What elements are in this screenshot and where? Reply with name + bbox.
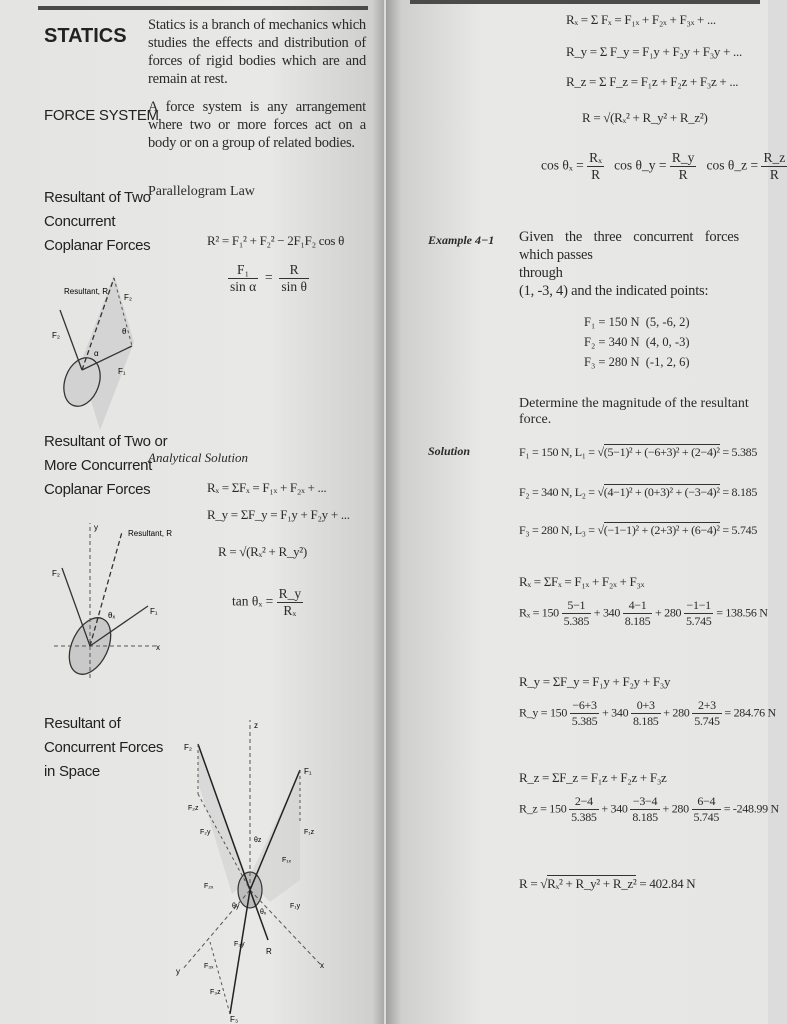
f3z-label: F₃z <box>210 989 221 996</box>
theta-label: θ <box>122 327 127 336</box>
fraction-numerator: R_y <box>278 586 302 601</box>
force-f2-arrow <box>198 744 250 890</box>
heading-line: in Space <box>44 763 100 780</box>
ry-computation <box>519 698 776 729</box>
radicand: (5−1)² + (−6+3)² + (2−4)² <box>603 445 720 459</box>
eq-term: + 340 <box>602 705 629 720</box>
eq-term: + 280 <box>663 705 690 720</box>
fraction-denominator: R <box>678 167 688 182</box>
given-force-row <box>584 352 690 372</box>
fraction-denominator: 5.745 <box>685 614 712 628</box>
header-rule <box>410 0 760 4</box>
left-page <box>0 0 384 1024</box>
heading-line: Coplanar Forces <box>44 237 151 254</box>
f2y-label: F₂y <box>200 829 211 836</box>
z-axis-label: z <box>254 721 258 730</box>
ry-sum-equation: R_y = Σ F_y = F₁y + F₂y + F₃y + ... <box>566 44 742 59</box>
given-force-row <box>584 312 690 332</box>
f2-label: F₂ <box>124 293 132 302</box>
given-forces-list <box>584 312 690 372</box>
fraction-numerator: F₁ <box>228 262 258 279</box>
fraction-numerator: 2+3 <box>692 698 722 714</box>
f2x-label: F₂ₓ <box>204 883 214 890</box>
header-rule <box>38 6 368 10</box>
force-f2-arrow <box>60 310 82 370</box>
length-l2-equation: F₂ = 340 N, L₂ = √(4−1)² + (0+3)² + (−3−4)² = 8.185 <box>519 485 758 499</box>
fraction-denominator: 8.185 <box>632 714 659 728</box>
eq-lhs: F₃ = 280 N, L₃ = <box>519 523 595 537</box>
resultant-label: Resultant, R <box>64 287 109 296</box>
forces-in-space-figure <box>170 712 340 1024</box>
rx-component-header: Rₓ = ΣFₓ = F₁ₓ + F₂ₓ + F₃ₓ <box>519 574 645 589</box>
heading-line: Coplanar Forces <box>44 481 151 498</box>
f1y-label: F₁y <box>290 903 301 910</box>
fraction-numerator: 4−1 <box>623 598 653 614</box>
cos-lhs: cos θ_z = <box>706 157 759 173</box>
fraction-numerator: −6+3 <box>570 698 600 714</box>
fraction-numerator: −1−1 <box>684 598 714 614</box>
two-concurrent-heading <box>44 186 151 258</box>
final-resultant-equation: R = √Rₓ² + R_y² + R_z² = 402.84 N <box>519 876 696 891</box>
eq-result: = 284.76 N <box>724 705 776 720</box>
ry-component-header: R_y = ΣF_y = F₁y + F₂y + F₃y <box>519 674 671 689</box>
force-point: (4, 0, -3) <box>645 335 690 349</box>
radicand: (−1−1)² + (2+3)² + (6−4)² <box>603 523 720 537</box>
fraction-denominator: 5.385 <box>571 714 598 728</box>
f1-label: F₁ <box>118 367 126 376</box>
f2-label: F₂ <box>52 569 60 578</box>
eq-term: + 280 <box>662 801 689 816</box>
fraction-numerator: R_y <box>671 150 695 165</box>
rz-sum-equation: R_z = Σ F_z = F₁z + F₂z + F₃z + ... <box>566 74 739 89</box>
analytical-solution-label: Analytical Solution <box>148 450 249 465</box>
f1-label: F₁ <box>150 607 158 616</box>
fraction-denominator: 8.185 <box>624 614 651 628</box>
force-value: F₂ = 340 N <box>584 335 640 349</box>
alpha-label: α <box>94 349 99 358</box>
ry-sum-equation: R_y = ΣF_y = F₁y + F₂y + ... <box>207 507 350 522</box>
eq-lhs: R_z = 150 <box>519 801 567 816</box>
y-axis-label: y <box>94 523 98 532</box>
resultant-label: R <box>266 947 272 956</box>
f2-label: F₂ <box>184 743 192 752</box>
tan-lhs: tan θₓ = <box>232 593 274 609</box>
rx-sum-equation: Rₓ = Σ Fₓ = F₁ₓ + F₂ₓ + F₃ₓ + ... <box>566 12 716 27</box>
two-or-more-heading <box>44 430 167 502</box>
eq-result: = 138.56 N <box>716 605 768 620</box>
y-axis-label: y <box>176 967 180 976</box>
r-magnitude-equation: R = √(Rₓ² + R_y² + R_z²) <box>582 110 708 125</box>
eq-lhs: F₂ = 340 N, L₂ = <box>519 485 595 499</box>
concurrent-in-space-heading <box>44 712 163 784</box>
direction-cosines <box>541 150 787 183</box>
fraction-numerator: 6−4 <box>692 794 722 810</box>
rz-component-header: R_z = ΣF_z = F₁z + F₂z + F₃z <box>519 770 667 785</box>
force-point: (-1, 2, 6) <box>645 355 690 369</box>
rx-sum-equation: Rₓ = ΣFₓ = F₁ₓ + F₂ₓ + ... <box>207 480 327 495</box>
force-system-heading: FORCE SYSTEM <box>44 107 159 124</box>
r-magnitude-equation: R = √(Rₓ² + R_y²) <box>218 544 307 559</box>
eq-result: = 5.745 <box>722 523 758 537</box>
statics-heading: STATICS <box>44 25 127 47</box>
text-line: through <box>519 265 563 281</box>
x-axis <box>250 890 320 964</box>
eq-term: + 280 <box>654 605 682 620</box>
x-axis-label: x <box>156 643 160 652</box>
f3-label: F₃ <box>230 1015 239 1024</box>
fraction-denominator: R <box>769 167 779 182</box>
force-system-definition: A force system is any arrangement where two or more forces act on a body or on a group of related bodies. <box>148 99 366 151</box>
fraction-denominator: 5.385 <box>563 614 590 628</box>
f1x-label: F₁ₓ <box>282 857 291 864</box>
force-value: F₃ = 280 N <box>584 355 640 369</box>
f3x-label: F₃ₓ <box>204 963 214 970</box>
fraction-denominator: 5.385 <box>571 810 597 824</box>
statics-definition: Statics is a branch of mechanics which studies the effects and distribution of forces of rigid bodies which are and remain at rest. <box>148 17 366 87</box>
text-line: Given the three concurrent forces which passes <box>519 229 739 263</box>
eq-term: + 340 <box>593 605 621 620</box>
parallelogram-law-label: Parallelogram Law <box>148 184 255 199</box>
f1z-label: F₁z <box>304 829 315 836</box>
component-line <box>210 942 230 1014</box>
law-of-cosines-equation: R² = F₁² + F₂² − 2F₁F₂ cos θ <box>207 233 345 248</box>
fraction-numerator: R <box>279 262 309 279</box>
y-axis <box>182 890 250 970</box>
fraction-denominator: R <box>591 167 601 182</box>
f1-label: F₁ <box>304 767 312 776</box>
fraction-denominator: sin α <box>230 279 257 294</box>
theta-x-label: θₓ <box>108 611 116 620</box>
length-l3-equation: F₃ = 280 N, L₃ = √(−1−1)² + (2+3)² + (6−4)² = 5.745 <box>519 523 758 537</box>
eq-result: = -248.99 N <box>723 801 779 816</box>
example-statement <box>519 228 739 300</box>
fraction-denominator: Rₓ <box>283 603 297 618</box>
fraction-numerator: 0+3 <box>631 698 661 714</box>
eq-result: = 402.84 N <box>639 876 696 891</box>
component-line <box>198 794 250 890</box>
f3y-label: F₃y <box>234 941 245 948</box>
fraction-numerator: 2−4 <box>569 794 599 810</box>
parallelogram-law-figure <box>44 270 154 415</box>
eq-lhs: R = <box>519 876 538 891</box>
example-tag: Example 4−1 <box>428 233 495 247</box>
radicand: Rₓ² + R_y² + R_z² <box>547 876 637 891</box>
fraction-denominator: 5.745 <box>693 810 720 824</box>
eq-lhs: F₁ = 150 N, L₁ = <box>519 445 595 459</box>
length-l1-equation: F₁ = 150 N, L₁ = √(5−1)² + (−6+3)² + (2−4)² = 5.385 <box>519 445 758 459</box>
eq-result: = 5.385 <box>722 445 758 459</box>
radicand: (4−1)² + (0+3)² + (−3−4)² <box>603 485 720 499</box>
fraction-numerator: 5−1 <box>562 598 592 614</box>
law-of-sines-equation: $\frac{\text{F₁}}{\text{sin α}}$ = $\frac{R}{\text{sin θ}}$ <box>230 262 307 294</box>
fraction-numerator: Rₓ <box>589 150 603 165</box>
analytical-solution-figure <box>44 518 214 683</box>
x-axis-label: x <box>320 961 324 970</box>
fraction-denominator: 8.185 <box>632 810 658 824</box>
theta-x-label: θₓ <box>260 909 267 916</box>
fraction-denominator: sin θ <box>281 279 307 294</box>
heading-line: Resultant of Two <box>44 189 151 206</box>
given-force-row <box>584 332 690 352</box>
fraction-denominator: 5.745 <box>694 714 720 728</box>
heading-line: More Concurrent <box>44 457 153 474</box>
f2z-label: F₂z <box>188 805 199 812</box>
theta-y-label: θy <box>232 903 240 910</box>
force-point: (5, -6, 2) <box>645 315 690 329</box>
heading-line: Concurrent <box>44 213 116 230</box>
cos-lhs: cos θ_y = <box>614 157 667 173</box>
solution-tag: Solution <box>428 444 471 458</box>
f2-side-label: F₂ <box>52 331 60 340</box>
eq-lhs: Rₓ = 150 <box>519 605 559 620</box>
right-page <box>386 0 786 1024</box>
example-question: Determine the magnitude of the resultant force. <box>519 396 749 427</box>
heading-line: Concurrent Forces <box>44 739 164 756</box>
fraction-numerator: R_z <box>763 150 786 165</box>
fraction-numerator: −3−4 <box>630 794 660 810</box>
resultant-label: Resultant, R <box>128 529 173 538</box>
tan-theta-equation <box>232 586 303 619</box>
heading-line: Resultant of <box>44 715 121 732</box>
eq-result: = 8.185 <box>722 485 758 499</box>
theta-z-label: θz <box>254 837 262 844</box>
rx-computation <box>519 598 768 629</box>
eq-lhs: R_y = 150 <box>519 705 568 720</box>
rz-computation <box>519 794 779 825</box>
force-value: F₁ = 150 N <box>584 315 640 329</box>
eq-term: + 340 <box>601 801 628 816</box>
heading-line: Resultant of Two or <box>44 433 168 450</box>
text-line: (1, -3, 4) and the indicated points: <box>519 283 709 299</box>
cos-lhs: cos θₓ = <box>541 157 584 173</box>
